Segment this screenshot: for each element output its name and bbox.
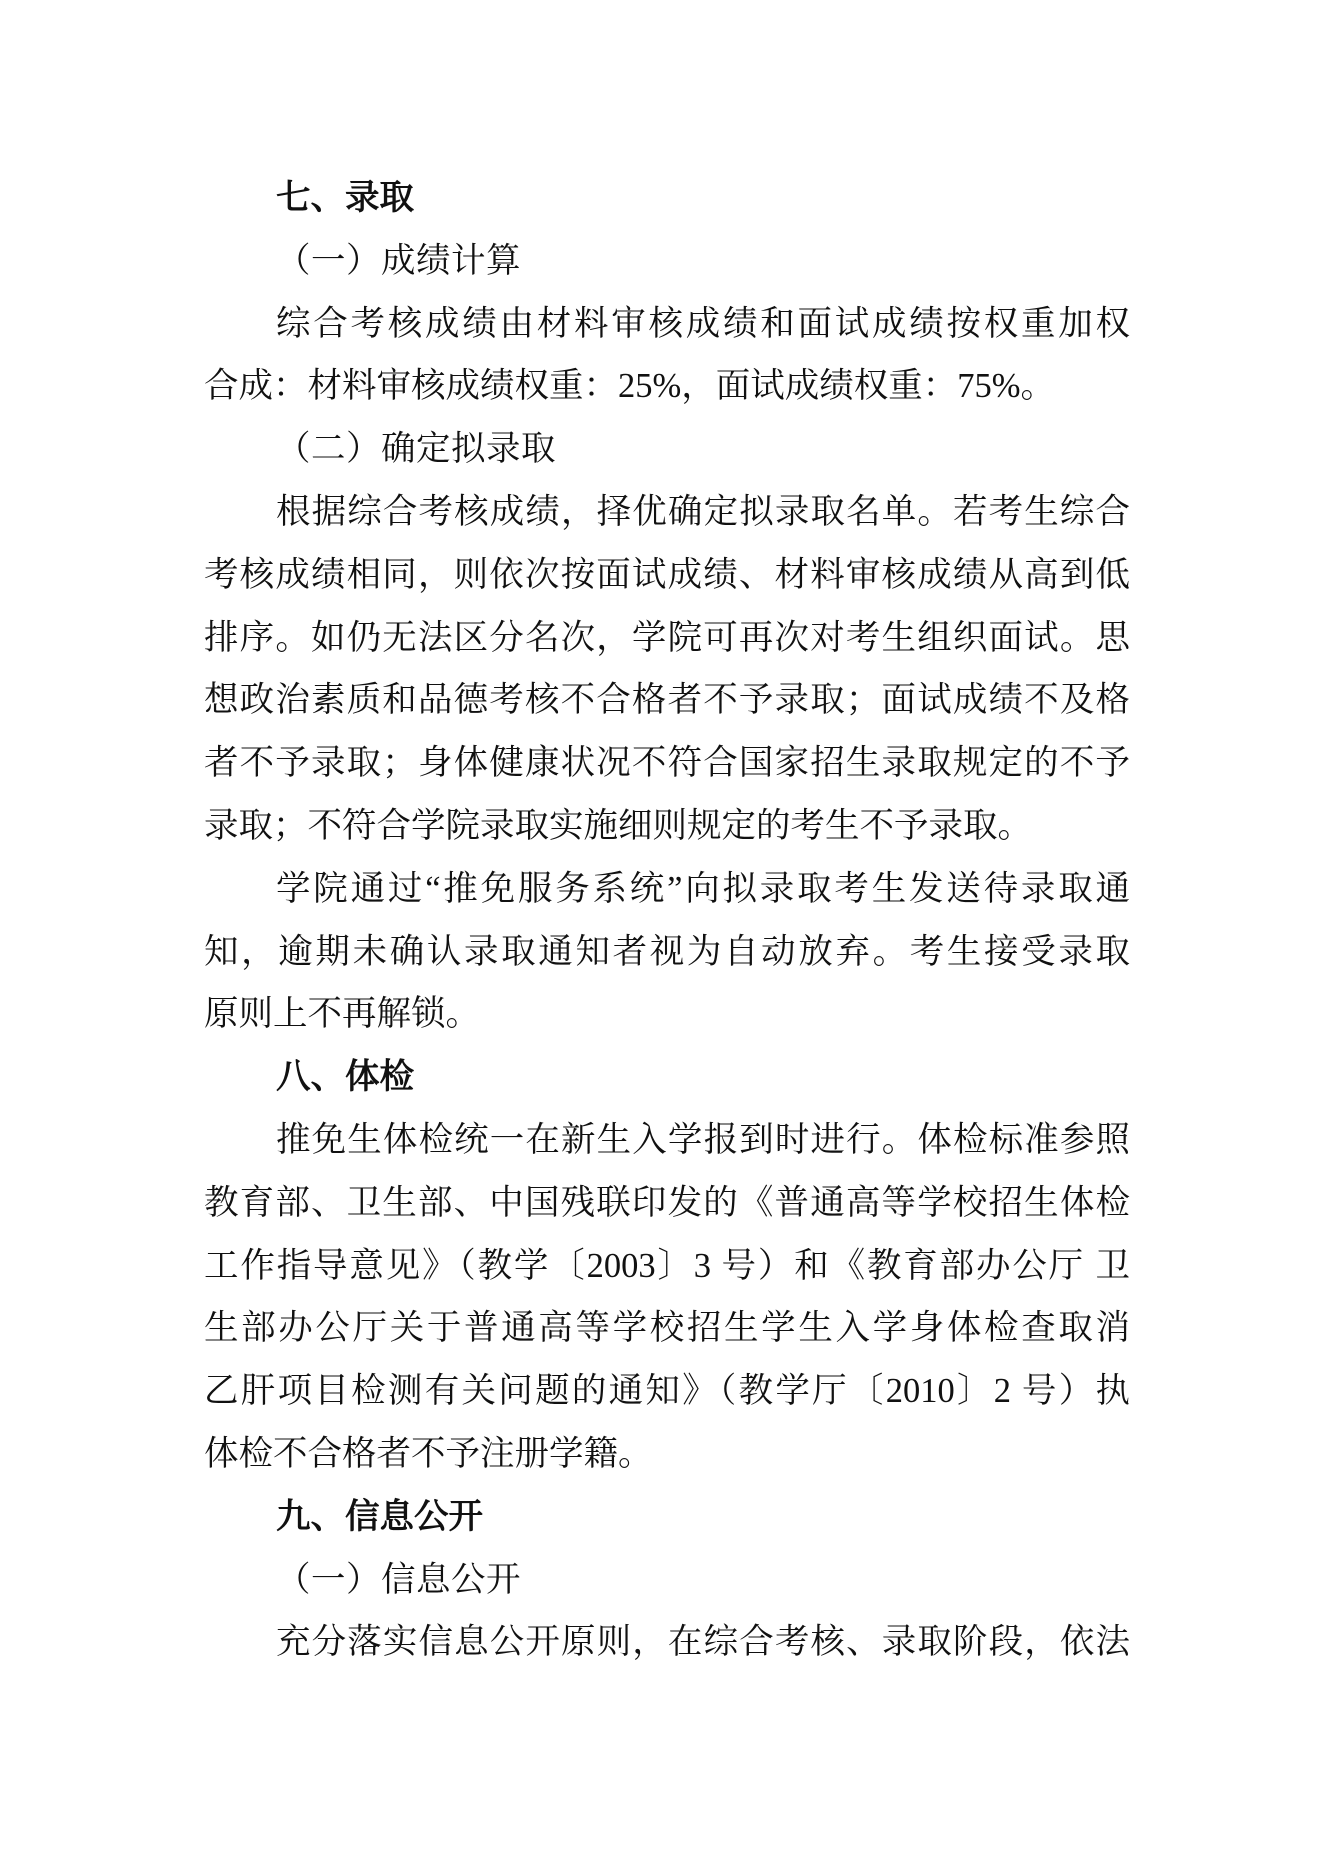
paragraph-line: 想政治素质和品德考核不合格者不予录取；面试成绩不及格 — [204, 681, 1130, 720]
section-physical-exam — [204, 1046, 1130, 1486]
paragraph-line: 生部办公厅关于普通高等学校招生学生入学身体检查取消 — [204, 1309, 1130, 1348]
paragraph — [204, 293, 1130, 419]
paragraph-line: 根据综合考核成绩，择优确定拟录取名单。若考生综合 — [276, 492, 1130, 531]
paragraph-line: 综合考核成绩由材料审核成绩和面试成绩按权重加权 — [276, 304, 1130, 343]
paragraph-line: 学院通过“推免服务系统”向拟录取考生发送待录取通 — [276, 869, 1130, 908]
paragraph-line: 知，逾期未确认录取通知者视为自动放弃。考生接受录取 — [204, 932, 1130, 971]
section-heading: 八、体检 — [276, 1058, 414, 1097]
subheading-admission-decision: （二）确定拟录取 — [276, 430, 556, 469]
paragraph-line: 教育部、卫生部、中国残联印发的《普通高等学校招生体检 — [204, 1183, 1130, 1222]
paragraph-line: 合成：材料审核成绩权重：25%，面试成绩权重：75%。 — [204, 367, 1055, 406]
subheading-information-disclosure: （一）信息公开 — [276, 1560, 521, 1599]
paragraph — [204, 1109, 1130, 1486]
text-column — [204, 167, 1130, 1674]
section-heading: 九、信息公开 — [276, 1497, 483, 1536]
subheading-score-calculation: （一）成绩计算 — [276, 241, 521, 280]
paragraph — [204, 1611, 1130, 1674]
paragraph — [204, 481, 1130, 858]
paragraph-line: 推免生体检统一在新生入学报到时进行。体检标准参照 — [276, 1120, 1130, 1159]
section-admission — [204, 167, 1130, 1046]
section-information-disclosure — [204, 1486, 1130, 1674]
paragraph-line: 录取；不符合学院录取实施细则规定的考生不予录取。 — [204, 806, 1032, 845]
paragraph-line: 原则上不再解锁。 — [204, 995, 480, 1034]
paragraph-line: 充分落实信息公开原则，在综合考核、录取阶段，依法 — [276, 1623, 1130, 1662]
paragraph-line: 乙肝项目检测有关问题的通知》（教学厅〔2010〕2 号）执 — [204, 1372, 1130, 1411]
paragraph-line: 工作指导意见》（教学〔2003〕3 号）和《教育部办公厅 卫 — [204, 1246, 1130, 1285]
paragraph-line: 排序。如仍无法区分名次，学院可再次对考生组织面试。思 — [204, 618, 1130, 657]
paragraph — [204, 858, 1130, 1046]
section-heading: 七、录取 — [276, 179, 414, 217]
paragraph-line: 者不予录取；身体健康状况不符合国家招生录取规定的不予 — [204, 744, 1130, 783]
paragraph-line: 考核成绩相同，则依次按面试成绩、材料审核成绩从高到低 — [204, 555, 1130, 594]
paragraph-line: 体检不合格者不予注册学籍。 — [204, 1434, 653, 1473]
